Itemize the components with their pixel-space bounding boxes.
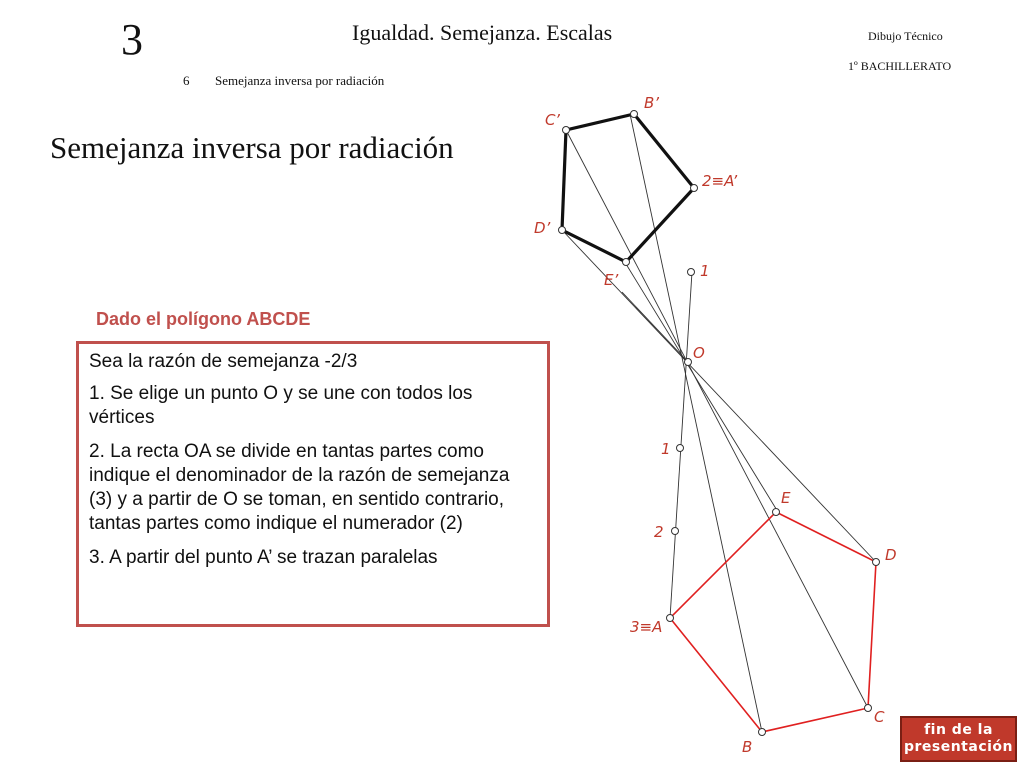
point-div-above-1 [688,269,695,276]
ray-ob [630,114,762,732]
label-c: C [874,708,885,726]
steps-box [76,341,550,627]
label-e-prime: E’ [604,271,619,289]
label-b-prime: B’ [644,94,660,112]
ray-oe-extension [622,292,688,362]
label-c-prime: C’ [545,111,560,129]
label-d-prime: D’ [534,219,551,237]
original-polygon-abcde [670,512,876,732]
label-div-above-1: 1 [700,262,710,280]
point-b [759,729,766,736]
point-c [865,705,872,712]
page-title: Semejanza inversa por radiación [50,130,454,165]
point-a-prime [691,185,698,192]
label-a: 3≡A [630,618,663,636]
section-title: Semejanza inversa por radiación [215,73,385,88]
ray-oe [626,264,778,512]
step-ratio: Sea la razón de semejanza -2/3 [89,351,358,372]
point-o [685,359,692,366]
point-a [667,615,674,622]
step-1: 1. Se elige un punto O y se une con todos los vértices [89,383,473,428]
construction-rays [562,114,876,732]
point-div-below-2 [672,528,679,535]
label-e: E [781,489,791,507]
point-d [873,559,880,566]
label-div-below-1: 1 [661,440,671,458]
label-a-prime: 2≡A’ [702,172,738,190]
end-button-line1: fin de la [924,722,993,738]
transformed-polygon-a-prime [562,114,694,262]
step-3: 3. A partir del punto A’ se trazan paralelas [89,547,438,568]
given-heading: Dado el polígono ABCDE [96,309,311,329]
section-number: 6 [183,73,190,88]
point-b-prime [631,111,638,118]
header-title: Igualdad. Semejanza. Escalas [352,20,613,45]
point-d-prime [559,227,566,234]
label-div-below-2: 2 [654,523,664,541]
point-e-prime [623,259,630,266]
header-subject: Dibujo Técnico [868,29,943,43]
end-button-line2: presentación [903,739,1014,755]
point-div-below-1 [677,445,684,452]
step-2: 2. La recta OA se divide en tantas partes como indique el denominador de la razón de semejanza (3) y a partir de O se toman, en sentido contrario, tantas partes como indique el numerador (2) [89,441,510,534]
unit-number: 3 [121,15,143,64]
label-b: B [742,738,753,756]
point-e [773,509,780,516]
label-o: O [693,344,705,362]
end-presentation-button[interactable] [900,716,1017,762]
ray-oc [566,130,868,708]
label-d: D [885,546,897,564]
header-course: 1º BACHILLERATO [848,59,952,73]
point-c-prime [563,127,570,134]
